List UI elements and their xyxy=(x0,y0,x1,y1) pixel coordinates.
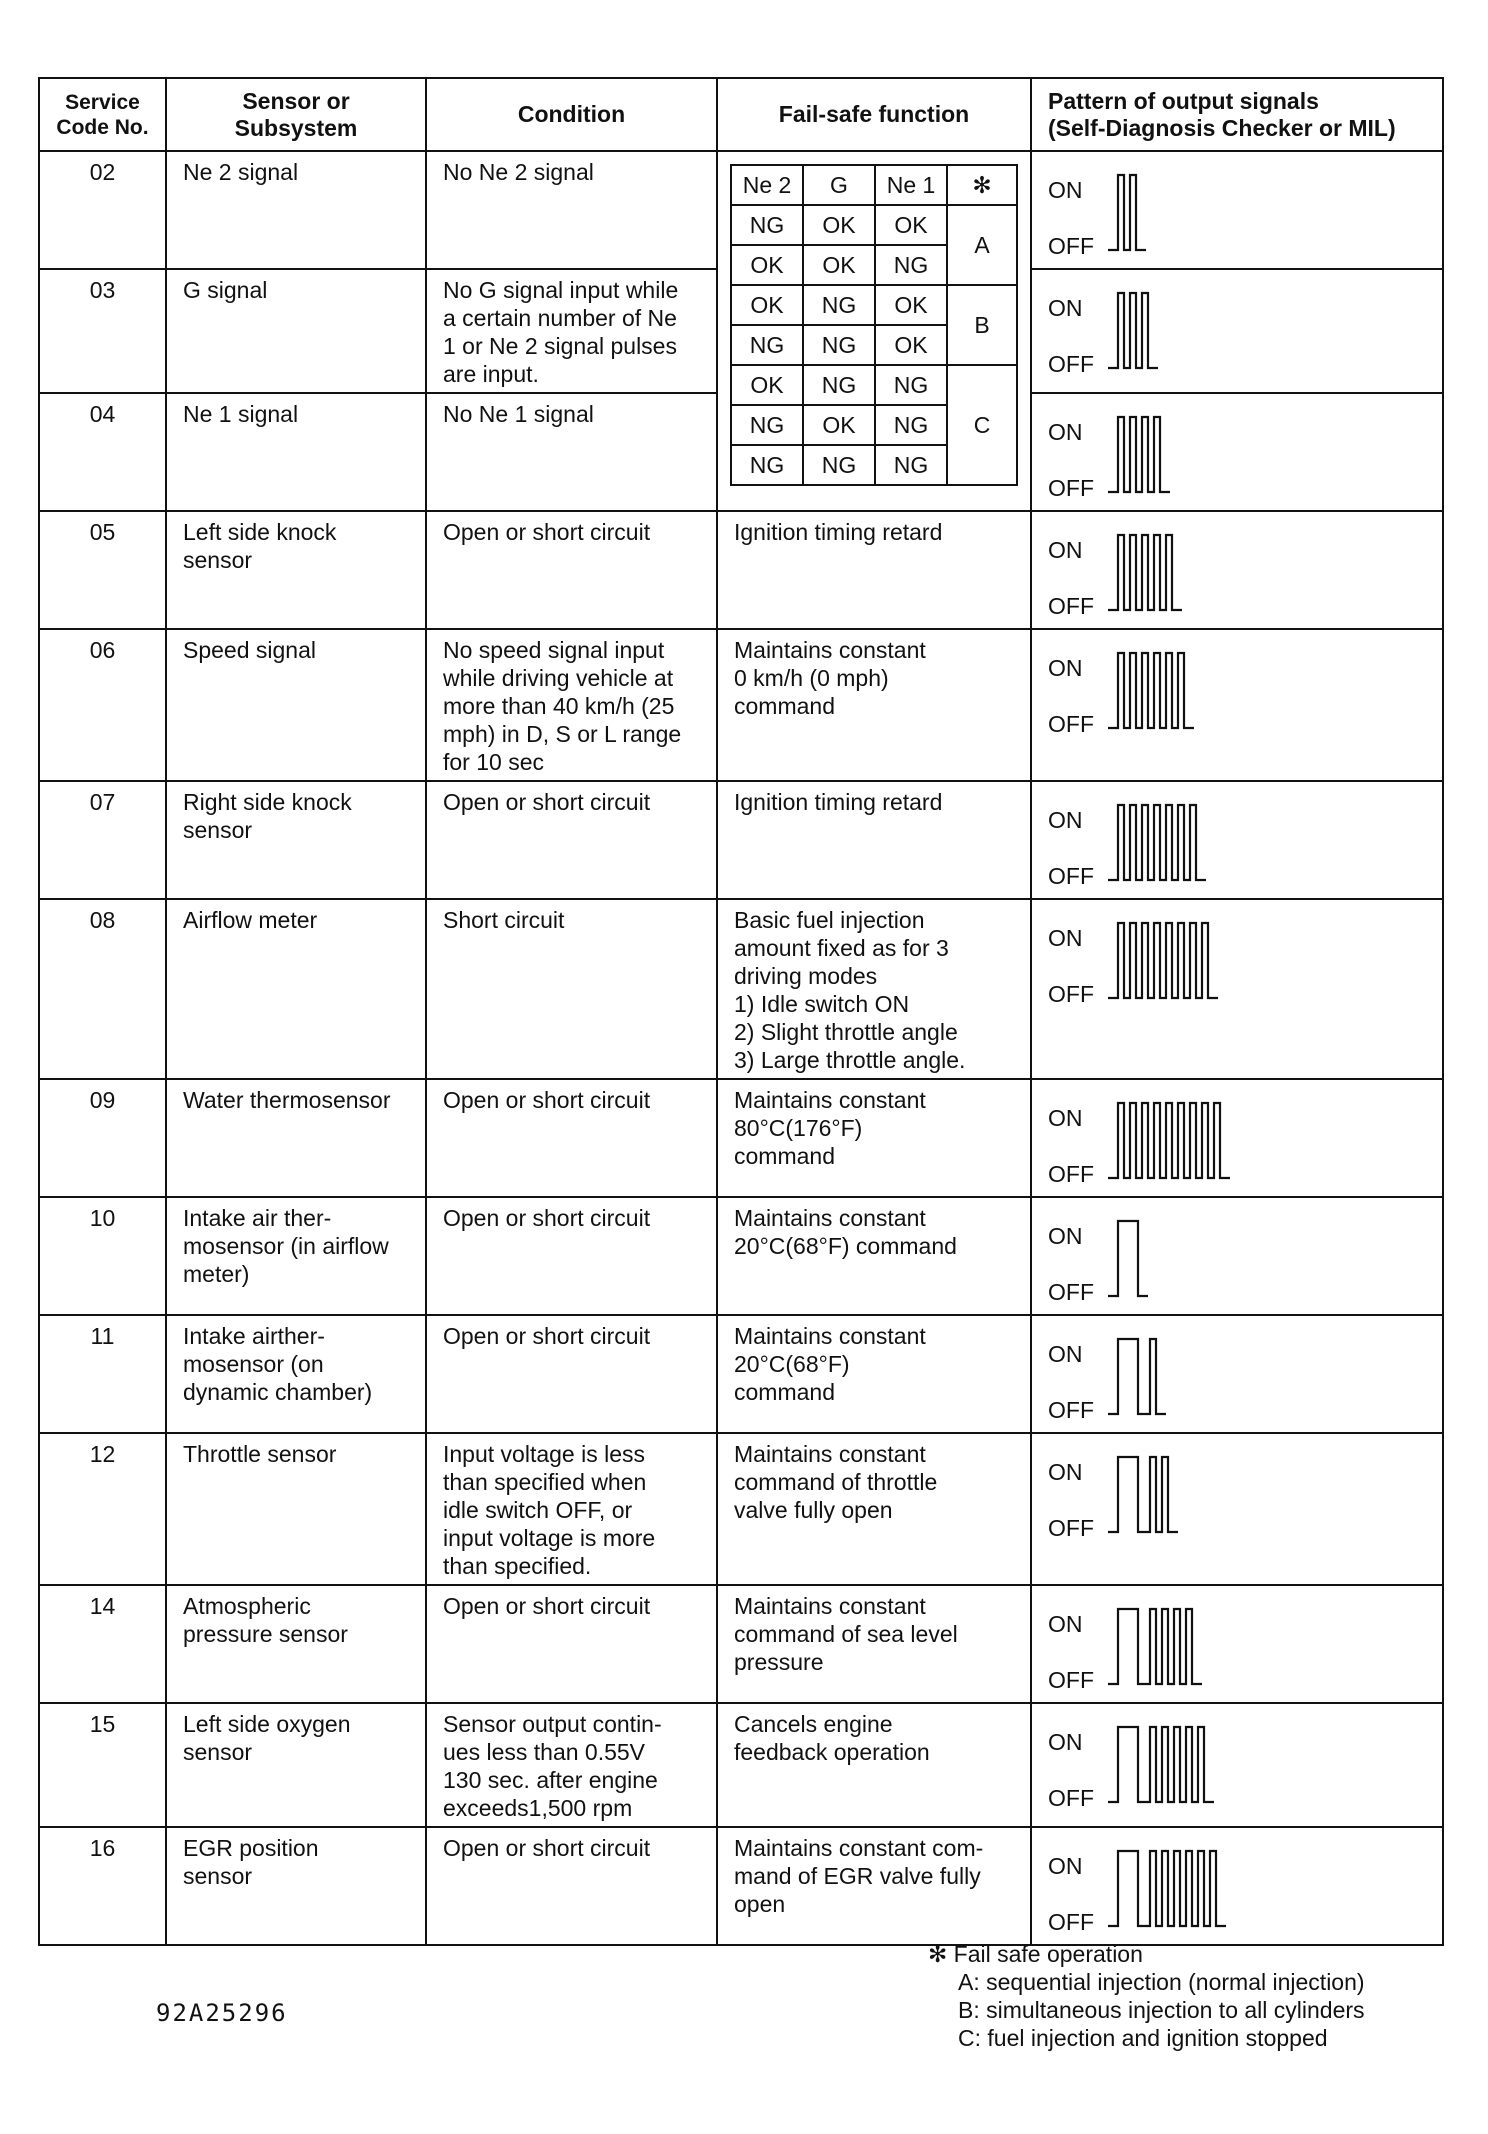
failsafe-matrix-mode-header: ✻ xyxy=(947,165,1017,205)
failsafe-matrix-cell: OK xyxy=(803,205,875,245)
failsafe-matrix-cell: NG xyxy=(803,445,875,485)
sensor-name: Right side knock sensor xyxy=(166,781,426,899)
signal-on-label: ON xyxy=(1048,177,1083,203)
pattern-cell xyxy=(1031,1315,1443,1433)
failsafe-matrix-cell: OK xyxy=(803,245,875,285)
failsafe-cell xyxy=(717,151,1031,511)
service-code: 04 xyxy=(39,393,166,511)
condition-text: Open or short circuit xyxy=(426,1079,717,1197)
failsafe-matrix-header: Ne 2 xyxy=(731,165,803,205)
sensor-name: Ne 2 signal xyxy=(166,151,426,269)
sensor-name: G signal xyxy=(166,269,426,393)
header-service-code: Service Code No. xyxy=(39,78,166,151)
header-sensor: Sensor or Subsystem xyxy=(166,78,426,151)
condition-text: Open or short circuit xyxy=(426,1197,717,1315)
failsafe-matrix-cell: OK xyxy=(803,405,875,445)
signal-waveform xyxy=(1108,805,1206,880)
signal-waveform xyxy=(1108,1851,1226,1926)
condition-text: No Ne 1 signal xyxy=(426,393,717,511)
signal-off-label: OFF xyxy=(1048,475,1094,501)
failsafe-text: Maintains constant 0 km/h (0 mph) command xyxy=(717,629,1031,781)
signal-on-label: ON xyxy=(1048,925,1083,951)
signal-waveform xyxy=(1108,1457,1178,1532)
header-failsafe: Fail-safe function xyxy=(717,78,1031,151)
service-code: 06 xyxy=(39,629,166,781)
pattern-cell xyxy=(1031,1585,1443,1703)
failsafe-text: Cancels engine feedback operation xyxy=(717,1703,1031,1827)
failsafe-text: Ignition timing retard xyxy=(717,781,1031,899)
failsafe-matrix-cell: OK xyxy=(731,285,803,325)
output-signal-pattern xyxy=(1032,900,1442,1078)
pattern-cell xyxy=(1031,629,1443,781)
diagnosis-code-table xyxy=(38,77,1444,1946)
output-signal-pattern xyxy=(1032,1198,1442,1316)
failsafe-matrix-header: Ne 1 xyxy=(875,165,947,205)
failsafe-matrix-cell: NG xyxy=(875,445,947,485)
pattern-cell xyxy=(1031,511,1443,629)
sensor-name: Left side knock sensor xyxy=(166,511,426,629)
table-row xyxy=(39,511,1443,629)
output-signal-pattern xyxy=(1032,512,1442,630)
output-signal-pattern xyxy=(1032,1828,1442,1946)
pattern-cell xyxy=(1031,1433,1443,1585)
sensor-name: Ne 1 signal xyxy=(166,393,426,511)
failsafe-matrix-cell: NG xyxy=(875,245,947,285)
signal-off-label: OFF xyxy=(1048,981,1094,1007)
failsafe-matrix-cell: OK xyxy=(731,365,803,405)
footnote-item-b: B: simultaneous injection to all cylinders xyxy=(958,1997,1365,2023)
signal-off-label: OFF xyxy=(1048,1785,1094,1811)
sensor-name: Water thermosensor xyxy=(166,1079,426,1197)
condition-text: Sensor output contin- ues less than 0.55V 130 sec. after engine exceeds1,500 rpm xyxy=(426,1703,717,1827)
service-code: 08 xyxy=(39,899,166,1079)
signal-off-label: OFF xyxy=(1048,1397,1094,1423)
service-code: 02 xyxy=(39,151,166,269)
table-row xyxy=(39,1079,1443,1197)
sensor-name: Intake airther- mosensor (on dynamic chamber) xyxy=(166,1315,426,1433)
signal-on-label: ON xyxy=(1048,537,1083,563)
failsafe-matrix-cell: OK xyxy=(875,325,947,365)
signal-off-label: OFF xyxy=(1048,1161,1094,1187)
signal-waveform xyxy=(1108,417,1170,492)
condition-text: Open or short circuit xyxy=(426,511,717,629)
table-row xyxy=(39,781,1443,899)
table-row xyxy=(39,1703,1443,1827)
failsafe-matrix-cell: NG xyxy=(731,405,803,445)
output-signal-pattern xyxy=(1032,1704,1442,1822)
failsafe-matrix-cell: NG xyxy=(803,285,875,325)
pattern-cell xyxy=(1031,1703,1443,1827)
service-code: 14 xyxy=(39,1585,166,1703)
footnote-title: ✻ Fail safe operation xyxy=(928,1941,1143,1967)
output-signal-pattern xyxy=(1032,394,1442,512)
sensor-name: Speed signal xyxy=(166,629,426,781)
failsafe-matrix-group: A xyxy=(947,205,1017,285)
output-signal-pattern xyxy=(1032,1316,1442,1434)
service-code: 10 xyxy=(39,1197,166,1315)
footnote-item-c: C: fuel injection and ignition stopped xyxy=(958,2025,1328,2051)
signal-on-label: ON xyxy=(1048,1729,1083,1755)
signal-off-label: OFF xyxy=(1048,233,1094,259)
table-row xyxy=(39,1315,1443,1433)
signal-off-label: OFF xyxy=(1048,593,1094,619)
signal-off-label: OFF xyxy=(1048,1279,1094,1305)
failsafe-matrix-header: G xyxy=(803,165,875,205)
condition-text: Open or short circuit xyxy=(426,1315,717,1433)
condition-text: No speed signal input while driving vehicle at more than 40 km/h (25 mph) in D, S or L range for 10 sec xyxy=(426,629,717,781)
signal-waveform xyxy=(1108,175,1146,250)
footnote-item-a: A: sequential injection (normal injection) xyxy=(958,1969,1365,1995)
failsafe-matrix-cell: NG xyxy=(731,325,803,365)
failsafe-text: Maintains constant 20°C(68°F) command xyxy=(717,1315,1031,1433)
service-code: 11 xyxy=(39,1315,166,1433)
failsafe-text: Basic fuel injection amount fixed as for 3 driving modes 1) Idle switch ON 2) Slight throttle angle 3) Large throttle angle. xyxy=(717,899,1031,1079)
service-code: 03 xyxy=(39,269,166,393)
pattern-cell xyxy=(1031,269,1443,393)
sensor-name: Airflow meter xyxy=(166,899,426,1079)
service-code: 09 xyxy=(39,1079,166,1197)
pattern-cell xyxy=(1031,151,1443,269)
failsafe-text: Maintains constant command of sea level pressure xyxy=(717,1585,1031,1703)
sensor-name: Intake air ther- mosensor (in airflow meter) xyxy=(166,1197,426,1315)
signal-on-label: ON xyxy=(1048,655,1083,681)
signal-waveform xyxy=(1108,1103,1230,1178)
service-code: 15 xyxy=(39,1703,166,1827)
output-signal-pattern xyxy=(1032,1080,1442,1198)
table-row xyxy=(39,1585,1443,1703)
failsafe-text: Maintains constant command of throttle valve fully open xyxy=(717,1433,1031,1585)
signal-waveform xyxy=(1108,293,1158,368)
pattern-cell xyxy=(1031,781,1443,899)
failsafe-matrix-cell: OK xyxy=(731,245,803,285)
failsafe-text: Ignition timing retard xyxy=(717,511,1031,629)
sensor-name: Atmospheric pressure sensor xyxy=(166,1585,426,1703)
signal-waveform xyxy=(1108,1727,1214,1802)
failsafe-matrix xyxy=(730,164,1018,486)
failsafe-matrix-cell: NG xyxy=(875,405,947,445)
condition-text: No G signal input while a certain number of Ne 1 or Ne 2 signal pulses are input. xyxy=(426,269,717,393)
service-code: 16 xyxy=(39,1827,166,1945)
pattern-cell xyxy=(1031,899,1443,1079)
failsafe-matrix-group: B xyxy=(947,285,1017,365)
footnote xyxy=(928,1940,1365,2052)
signal-waveform xyxy=(1108,535,1182,610)
service-code: 12 xyxy=(39,1433,166,1585)
sensor-name: Left side oxygen sensor xyxy=(166,1703,426,1827)
output-signal-pattern xyxy=(1032,152,1442,270)
signal-on-label: ON xyxy=(1048,1611,1083,1637)
output-signal-pattern xyxy=(1032,1586,1442,1704)
signal-waveform xyxy=(1108,653,1194,728)
signal-waveform xyxy=(1108,1609,1202,1684)
signal-off-label: OFF xyxy=(1048,351,1094,377)
signal-on-label: ON xyxy=(1048,1459,1083,1485)
signal-on-label: ON xyxy=(1048,1105,1083,1131)
output-signal-pattern xyxy=(1032,630,1442,776)
failsafe-text: Maintains constant com- mand of EGR valve fully open xyxy=(717,1827,1031,1945)
signal-waveform xyxy=(1108,1221,1148,1296)
signal-waveform xyxy=(1108,1339,1166,1414)
failsafe-matrix-group: C xyxy=(947,365,1017,485)
table-row xyxy=(39,1197,1443,1315)
signal-on-label: ON xyxy=(1048,1223,1083,1249)
signal-on-label: ON xyxy=(1048,1853,1083,1879)
sensor-name: Throttle sensor xyxy=(166,1433,426,1585)
header-condition: Condition xyxy=(426,78,717,151)
failsafe-matrix-cell: OK xyxy=(875,205,947,245)
signal-off-label: OFF xyxy=(1048,863,1094,889)
condition-text: Input voltage is less than specified when idle switch OFF, or input voltage is more than specified. xyxy=(426,1433,717,1585)
table-row xyxy=(39,629,1443,781)
table-row xyxy=(39,899,1443,1079)
pattern-cell xyxy=(1031,1197,1443,1315)
failsafe-matrix-cell: OK xyxy=(875,285,947,325)
signal-waveform xyxy=(1108,923,1218,998)
table-row xyxy=(39,151,1443,269)
table-row xyxy=(39,1433,1443,1585)
output-signal-pattern xyxy=(1032,1434,1442,1580)
output-signal-pattern xyxy=(1032,782,1442,900)
signal-on-label: ON xyxy=(1048,1341,1083,1367)
signal-off-label: OFF xyxy=(1048,711,1094,737)
header-pattern: Pattern of output signals (Self-Diagnosis Checker or MIL) xyxy=(1031,78,1443,151)
pattern-cell xyxy=(1031,393,1443,511)
service-code: 05 xyxy=(39,511,166,629)
signal-off-label: OFF xyxy=(1048,1515,1094,1541)
document-id: 92A25296 xyxy=(156,1999,288,2027)
condition-text: Open or short circuit xyxy=(426,781,717,899)
pattern-cell xyxy=(1031,1827,1443,1945)
failsafe-matrix-cell: NG xyxy=(731,445,803,485)
service-code: 07 xyxy=(39,781,166,899)
output-signal-pattern xyxy=(1032,270,1442,388)
failsafe-matrix-cell: NG xyxy=(875,365,947,405)
signal-off-label: OFF xyxy=(1048,1667,1094,1693)
condition-text: Short circuit xyxy=(426,899,717,1079)
condition-text: Open or short circuit xyxy=(426,1827,717,1945)
failsafe-matrix-cell: NG xyxy=(731,205,803,245)
condition-text: Open or short circuit xyxy=(426,1585,717,1703)
signal-on-label: ON xyxy=(1048,295,1083,321)
failsafe-matrix-cell: NG xyxy=(803,365,875,405)
table-row xyxy=(39,1827,1443,1945)
pattern-cell xyxy=(1031,1079,1443,1197)
sensor-name: EGR position sensor xyxy=(166,1827,426,1945)
condition-text: No Ne 2 signal xyxy=(426,151,717,269)
signal-on-label: ON xyxy=(1048,807,1083,833)
failsafe-text: Maintains constant 80°C(176°F) command xyxy=(717,1079,1031,1197)
signal-on-label: ON xyxy=(1048,419,1083,445)
signal-off-label: OFF xyxy=(1048,1909,1094,1935)
failsafe-matrix-cell: NG xyxy=(803,325,875,365)
failsafe-text: Maintains constant 20°C(68°F) command xyxy=(717,1197,1031,1315)
